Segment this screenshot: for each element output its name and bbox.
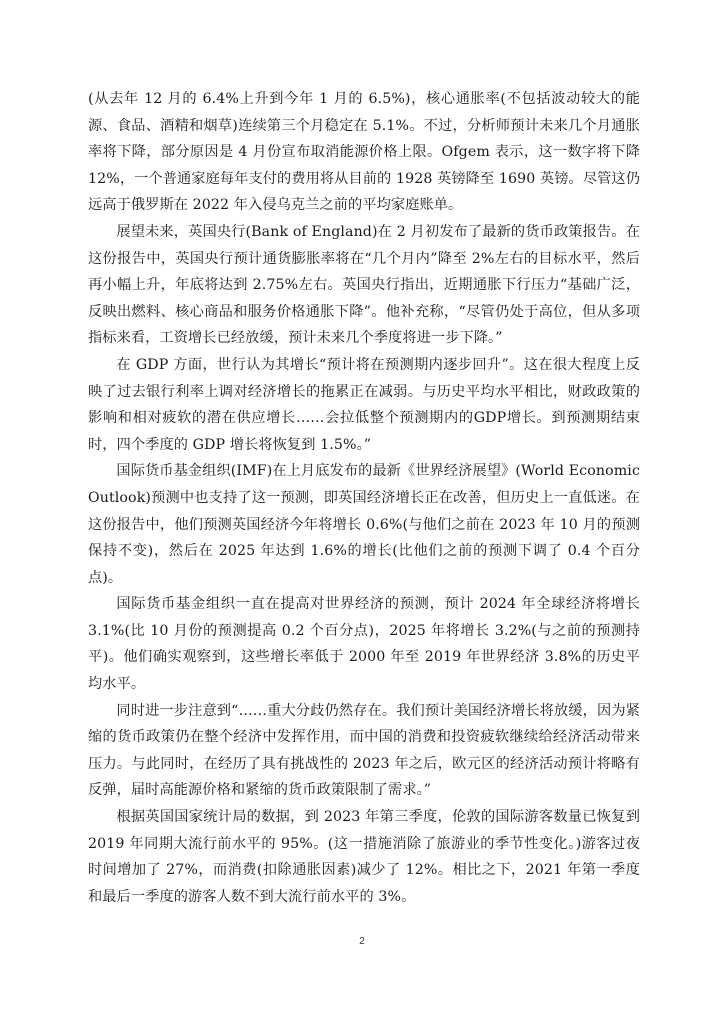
document-body	[88, 86, 640, 910]
paragraph-imf-outlook: 国际货币基金组织(IMF)在上月底发布的最新《世界经济展望》(World Economic Outlook)预测中也支持了这一预测，即英国经济增长正在改善，但历史上一直低迷。在这份报告中，他们预测英国经济今年将增长 0.6%(与他们之前在 2023 年 10 月的预测保持不变)，然后在 2025 年达到 1.6%的增长(比他们之前的预测下调了 0.4 个百分点)。	[88, 463, 640, 586]
paragraph-london-tourism: 根据英国国家统计局的数据，到 2023 年第三季度，伦敦的国际游客数量已恢复到 2019 年同期大流行前水平的 95%。(这一措施消除了旅游业的季节性变化。)游客过夜时间增加了 27%，而消费(扣除通胀因素)减少了 12%。相比之下，2021 年第一季度和最后一季度的游客人数不到大流行前水平的 3%。	[88, 809, 640, 905]
paragraph-inflation: (从去年 12 月的 6.4%上升到今年 1 月的 6.5%)，核心通胀率(不包括波动较大的能源、食品、酒精和烟草)连续第三个月稳定在 5.1%。不过，分析师预计未来几个月通胀率将下降，部分原因是 4 月份宣布取消能源价格上限。Ofgem 表示，这一数字将下降 12%，一个普通家庭每年支付的费用将从目前的 1928 英镑降至 1690 英镑。尽管这仍远高于俄罗斯在 2022 年入侵乌克兰之前的平均家庭账单。	[88, 91, 640, 214]
paragraph-bank-of-england: 展望未来，英国央行(Bank of England)在 2 月初发布了最新的货币政策报告。在这份报告中，英国央行预计通货膨胀率将在“几个月内”降至 2%左右的目标水平，然后再小幅上升，年底将达到 2.75%左右。英国央行指出，近期通胀下行压力“基础广泛，反映出燃料、核心商品和服务价格通胀下降”。他补充称，“尽管仍处于高位，但从多项指标来看，工资增长已经放缓，预计未来几个季度将进一步下降。”	[88, 223, 640, 347]
paragraph-world-economy: 国际货币基金组织一直在提高对世界经济的预测，预计 2024 年全球经济将增长 3.1%(比 10 月份的预测提高 0.2 个百分点)，2025 年将增长 3.2%(与之前的预测持平)。他们确实观察到，这些增长率低于 2000 年至 2019 年世界经济 3.8%的历史平均水平。	[88, 596, 640, 693]
paragraph-divergence: 同时进一步注意到“……重大分歧仍然存在。我们预计美国经济增长将放缓，因为紧缩的货币政策仍在整个经济中发挥作用，而中国的消费和投资疲软继续给经济活动带来压力。与此同时，在经历了具有挑战性的 2023 年之后，欧元区的经济活动预计将略有反弹，届时高能源价格和紧缩的货币政策限制了需求。”	[88, 702, 640, 799]
paragraph-gdp: 在 GDP 方面，世行认为其增长“预计将在预测期内逐步回升”。这在很大程度上反映了过去银行利率上调对经济增长的拖累正在减弱。与历史平均水平相比，财政政策的影响和相对疲软的潜在供应增长……会拉低整个预测期内的GDP增长。到预测期结束时，四个季度的 GDP 增长将恢复到 1.5%。”	[88, 356, 640, 453]
page-number: 2	[359, 936, 365, 947]
